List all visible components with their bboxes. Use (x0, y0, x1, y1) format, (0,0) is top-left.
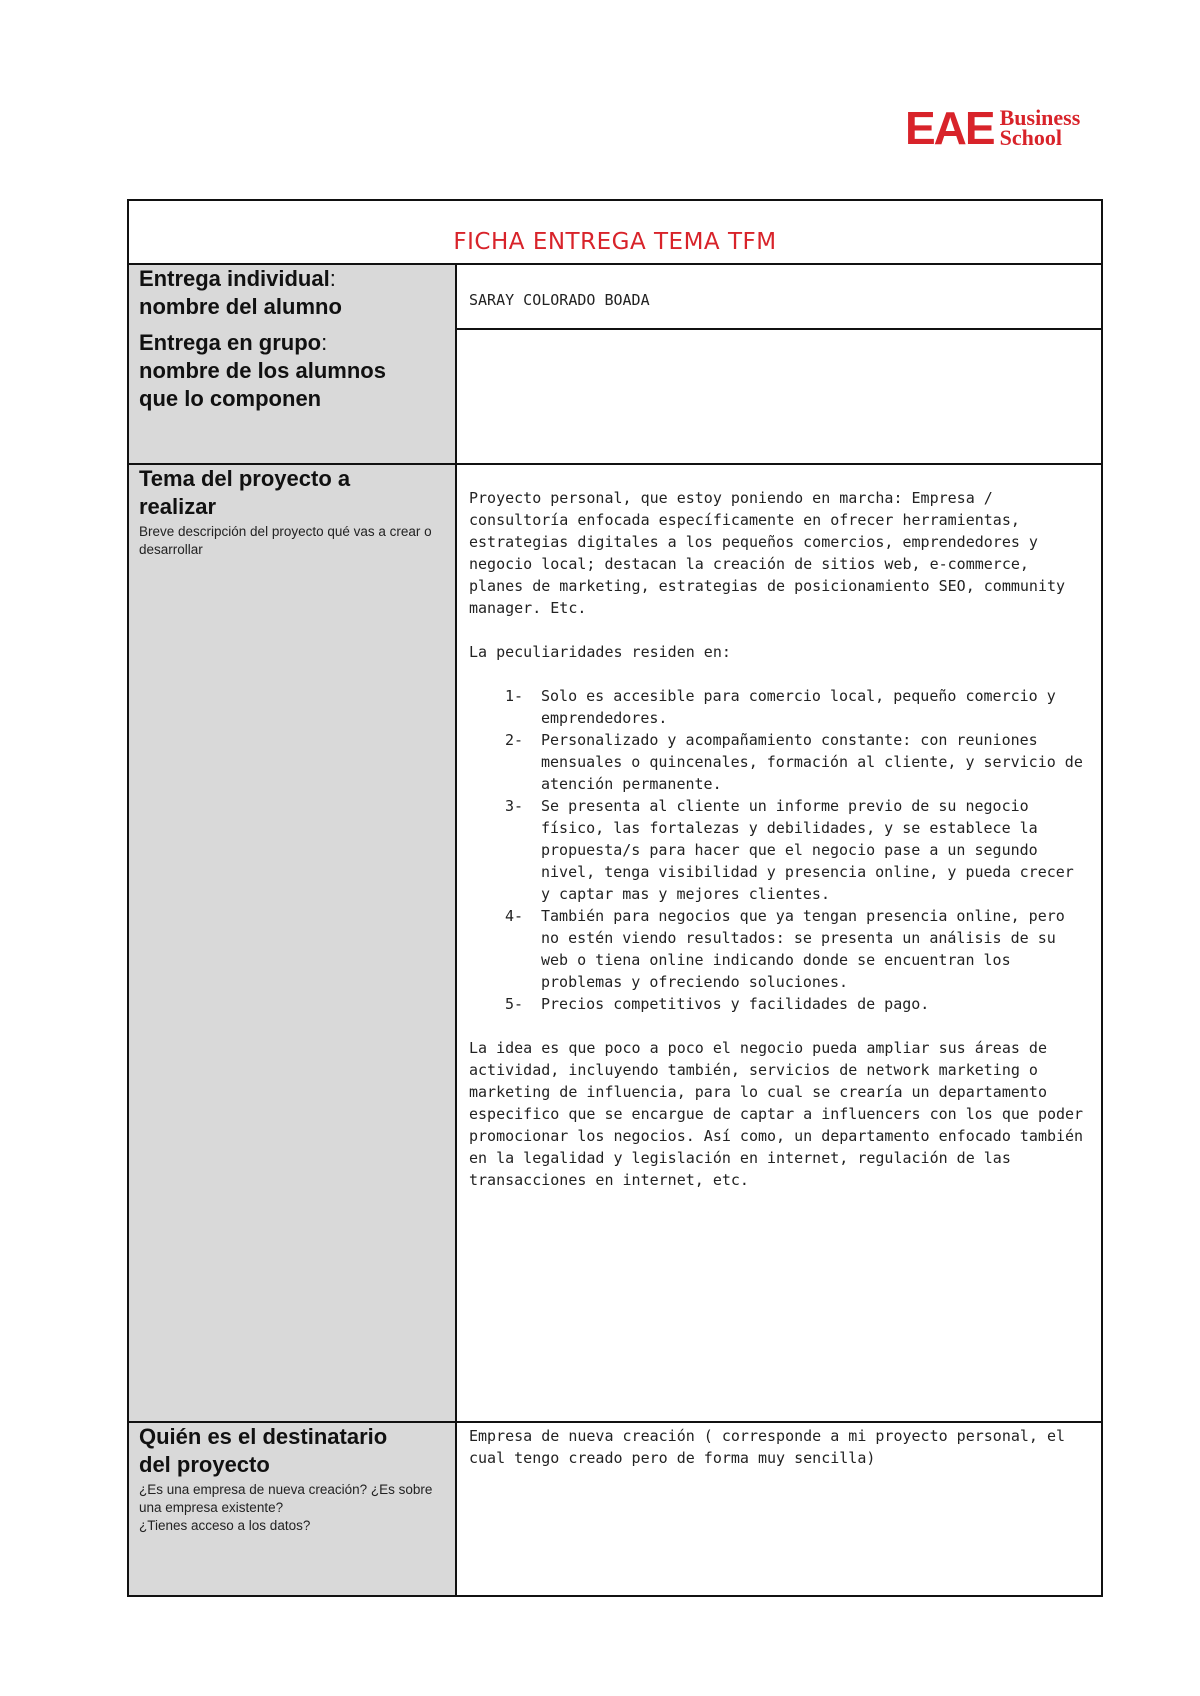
peculiarities-list (469, 685, 1091, 1015)
form-title: FICHA ENTREGA TEMA TFM (453, 229, 777, 255)
logo-word-school: School (999, 125, 1062, 150)
list-item: 3- Se presenta al cliente un informe previo de su negocio físico, las fortalezas y debilidades, y se establece la propuesta/s para hacer que el negocio pase a un segundo nivel, tenga visibilidad y presencia online, y pueda crecer y captar mas y mejores clientes. (505, 797, 1074, 903)
submission-form-table (127, 199, 1103, 1597)
individual-label: Entrega individual: nombre del alumno (139, 266, 342, 319)
logo-wordmark (999, 105, 1081, 150)
recipient-value: Empresa de nueva creación ( corresponde a mi proyecto personal, el cual tengo creado pero de forma muy sencilla) (469, 1427, 1066, 1467)
list-item: 1- Solo es accesible para comercio local, pequeño comercio y emprendedores. (505, 687, 1056, 727)
eae-logo (905, 104, 1095, 152)
recipient-hint: ¿Es una empresa de nueva creación? ¿Es sobre una empresa existente? ¿Tienes acceso a los datos? (139, 1482, 433, 1533)
topic-hint: Breve descripción del proyecto qué vas a crear o desarrollar (139, 524, 432, 557)
student-name-value: SARAY COLORADO BOADA (469, 291, 650, 309)
topic-description (469, 487, 1091, 1191)
topic-closing: La idea es que poco a poco el negocio pueda ampliar sus áreas de actividad, incluyendo también, servicios de network marketing o marketing de influencia, para lo cual se crearía un departamento especifico que se encargue de captar a influencers con los que poder promocionar los negocios. Así como, un departamento enfocado también en la legalidad y legislación en internet, regulación de las transacciones en internet, etc. (469, 1039, 1084, 1189)
divider-individual (457, 328, 1101, 330)
recipient-label: Quién es el destinatario del proyecto ¿Es una empresa de nueva creación? ¿Es sobre una empresa existente? ¿Tienes acceso a los datos? (139, 1423, 449, 1535)
list-item: 4- También para negocios que ya tengan presencia online, pero no estén viendo resultados: se presenta un análisis de su web o tiena online indicando donde se encuentran los problemas y ofreciendo soluciones. (505, 907, 1065, 991)
topic-lead: La peculiaridades residen en: (469, 643, 731, 661)
logo-word-business: Business (999, 105, 1081, 130)
logo-mark: EAE (905, 102, 994, 154)
group-label: Entrega en grupo: nombre de los alumnos que lo componen (139, 330, 386, 411)
list-item: 5- Precios competitivos y facilidades de pago. (505, 995, 930, 1013)
topic-label: Tema del proyecto a realizar Breve descripción del proyecto qué vas a crear o desarrollar (139, 465, 449, 559)
list-item: 2- Personalizado y acompañamiento constante: con reuniones mensuales o quincenales, formación al cliente, y servicio de atención permanente. (505, 731, 1083, 793)
topic-intro: Proyecto personal, que estoy poniendo en marcha: Empresa / consultoría enfocada específicamente en ofrecer herramientas, estrategias digitales a los pequeños comercios, emprendedores y negocio local; destacan la creación de sitios web, e-commerce, planes de marketing, estrategias de posicionamiento SEO, community manager. Etc. (469, 489, 1066, 617)
title-row (129, 201, 1101, 265)
